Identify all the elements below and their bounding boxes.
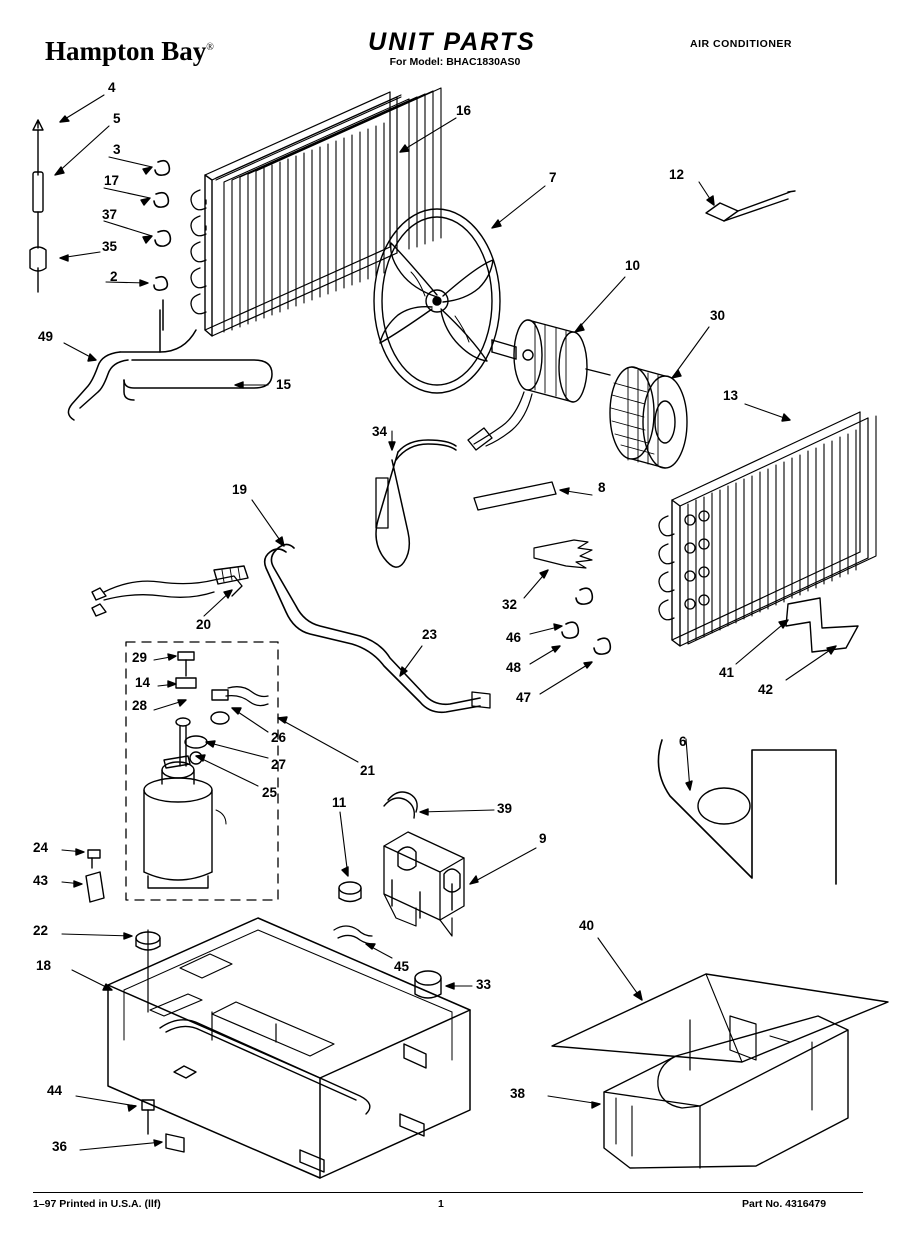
callout-35: 35 <box>102 239 118 254</box>
page-title: UNIT PARTS <box>368 28 536 56</box>
callout-22: 22 <box>33 923 49 938</box>
callout-21: 21 <box>360 763 376 778</box>
callout-38: 38 <box>510 1086 526 1101</box>
callout-8: 8 <box>598 480 606 495</box>
callout-43: 43 <box>33 873 49 888</box>
callout-49: 49 <box>38 329 54 344</box>
callout-36: 36 <box>52 1139 68 1154</box>
callout-20: 20 <box>196 617 212 632</box>
callout-17: 17 <box>104 173 120 188</box>
callout-30: 30 <box>710 308 726 323</box>
page-number: 1 <box>438 1198 444 1210</box>
callout-34: 34 <box>372 424 388 439</box>
callout-7: 7 <box>549 170 557 185</box>
callout-11: 11 <box>332 795 347 810</box>
callout-47: 47 <box>516 690 532 705</box>
callout-2: 2 <box>110 269 118 284</box>
callout-25: 25 <box>262 785 278 800</box>
callout-46: 46 <box>506 630 522 645</box>
callout-42: 42 <box>758 682 774 697</box>
callout-41: 41 <box>719 665 735 680</box>
callout-44: 44 <box>47 1083 63 1098</box>
callout-19: 19 <box>232 482 248 497</box>
appliance-type-label: AIR CONDITIONER <box>690 38 792 50</box>
callout-26: 26 <box>271 730 287 745</box>
print-info: 1–97 Printed in U.S.A. (llf) <box>33 1198 161 1210</box>
callout-37: 37 <box>102 207 118 222</box>
callout-5: 5 <box>113 111 121 126</box>
callout-28: 28 <box>132 698 148 713</box>
callout-4: 4 <box>108 80 116 95</box>
callout-40: 40 <box>579 918 595 933</box>
callout-48: 48 <box>506 660 522 675</box>
callout-9: 9 <box>539 831 547 846</box>
callout-16: 16 <box>456 103 472 118</box>
callout-29: 29 <box>132 650 148 665</box>
callout-3: 3 <box>113 142 121 157</box>
model-subtitle: For Model: BHAC1830AS0 <box>389 56 521 68</box>
footer-divider <box>33 1192 863 1193</box>
callout-10: 10 <box>625 258 641 273</box>
callout-15: 15 <box>276 377 292 392</box>
callout-39: 39 <box>497 801 513 816</box>
registered-trademark-icon: ® <box>206 42 214 53</box>
callout-45: 45 <box>394 959 410 974</box>
callout-32: 32 <box>502 597 518 612</box>
callout-14: 14 <box>135 675 151 690</box>
callout-33: 33 <box>476 977 492 992</box>
callout-6: 6 <box>679 734 687 749</box>
callout-12: 12 <box>669 167 685 182</box>
callout-27: 27 <box>271 757 287 772</box>
callout-18: 18 <box>36 958 52 973</box>
callout-24: 24 <box>33 840 49 855</box>
callout-23: 23 <box>422 627 438 642</box>
brand-name: Hampton Bay <box>45 36 207 66</box>
callout-13: 13 <box>723 388 739 403</box>
part-number: Part No. 4316479 <box>742 1198 827 1210</box>
